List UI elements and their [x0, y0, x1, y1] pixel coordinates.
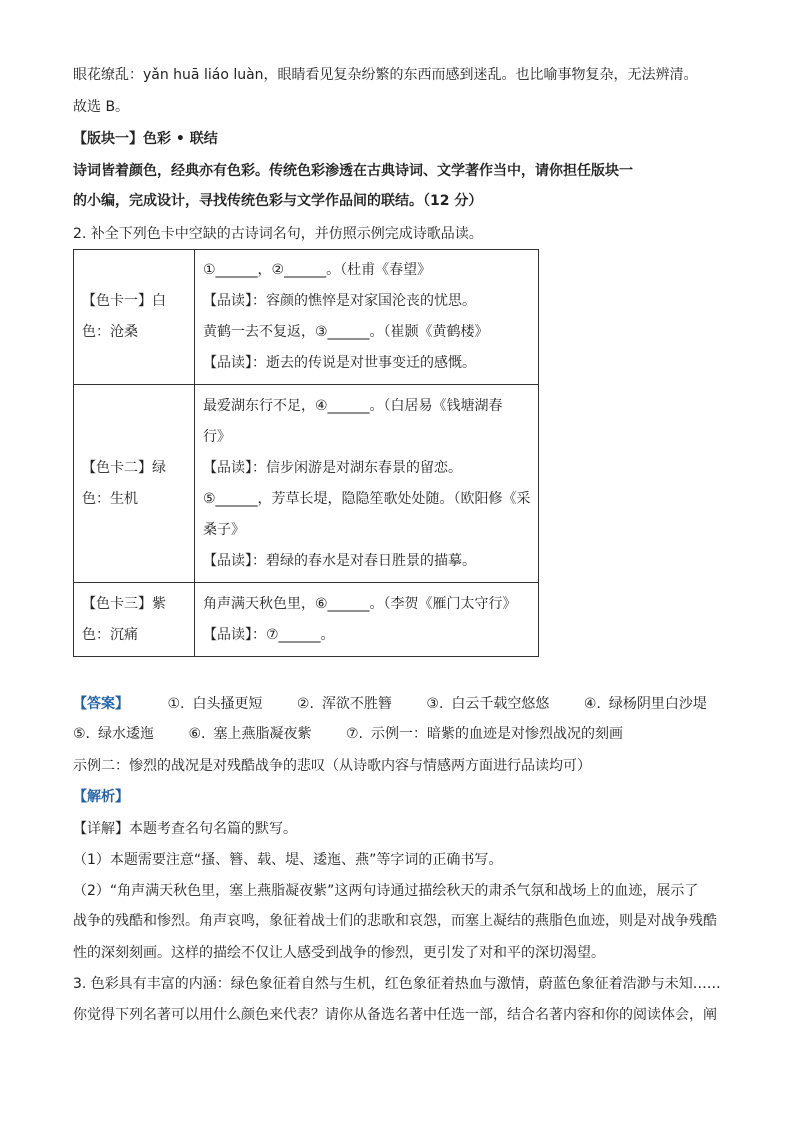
answer-item: ④. 绿杨阴里白沙堤 — [583, 696, 707, 712]
intro-line-1: 眼花缭乱：yǎn huā liáo luàn，眼睛看见复杂纷繁的东西而感到迷乱。也比喻事物复杂，无法辨清。 — [73, 67, 698, 83]
answer-example-2: 示例二：惨烈的战况是对残酷战争的悲叹（从诗歌内容与情感两方面进行品读均可） — [73, 758, 591, 774]
card-content-cell — [195, 583, 539, 657]
section-desc-1: 诗词皆着颜色，经典亦有色彩。传统色彩渗透在古典诗词、文学著作当中，请你担任版块一 — [73, 163, 633, 179]
analysis-point-1: （1）本题需要注意“搔、簪、载、堤、逶迤、燕”等字词的正确书写。 — [73, 852, 503, 868]
section-desc-2: 的小编，完成设计，寻找传统色彩与文学作品间的联结。（12 分） — [73, 193, 483, 209]
analysis-tag: 【解析】 — [73, 789, 129, 805]
color-card-row — [74, 583, 539, 657]
card-label-line: 【色卡二】绿 — [82, 459, 166, 476]
card-content-line: 最爱湖东行不足，④______。（白居易《钱塘湖春 — [203, 397, 503, 414]
card-content-cell — [195, 385, 539, 583]
analysis-point-2-line-1: （2）“角声满天秋色里，塞上燕脂凝夜紫”这两句诗通过描绘秋天的肃杀气氛和战场上的血迹，展示了 — [73, 883, 699, 899]
color-card-table — [73, 249, 539, 657]
color-card-row — [74, 250, 539, 385]
intro-line-2: 故选 B。 — [73, 99, 130, 115]
question-3-line-1: 3. 色彩具有丰富的内涵：绿色象征着自然与生机，红色象征着热血与激情，蔚蓝色象征着浩渺与未知…… — [73, 976, 721, 992]
question-2-stem: 2. 补全下列色卡中空缺的古诗词名句，并仿照示例完成诗歌品读。 — [73, 226, 483, 242]
card-content-line: 【品读】：信步闲游是对湖东春景的留恋。 — [203, 459, 462, 476]
analysis-point-2-line-2: 战争的残酷和惨烈。角声哀鸣，象征着战士们的悲歌和哀怨，而塞上凝结的燕脂色血迹，则是对战争残酷 — [73, 913, 717, 929]
card-content-cell — [195, 250, 539, 385]
card-label-line: 【色卡三】紫 — [82, 595, 166, 612]
card-content-line: 行》 — [203, 428, 231, 445]
card-content-line: 桑子》 — [203, 521, 245, 538]
card-content-line: 【品读】：碧绿的春水是对春日胜景的描摹。 — [203, 552, 476, 569]
card-label-line: 色：沧桑 — [82, 324, 138, 340]
answer-item: ②. 浑欲不胜簪 — [296, 696, 392, 712]
card-content-line: 【品读】：逝去的传说是对世事变迁的感慨。 — [203, 355, 476, 371]
answer-item: ⑤. 绿水逶迤 — [73, 726, 155, 742]
card-label-line: 色：沉痛 — [82, 626, 138, 643]
card-label-cell — [74, 583, 195, 657]
card-content-line: 角声满天秋色里，⑥______。（李贺《雁门太守行》 — [203, 595, 517, 612]
card-content-line: 【品读】：⑦______。 — [203, 626, 335, 643]
card-label-cell — [74, 385, 195, 583]
card-label-line: 【色卡一】白 — [82, 293, 166, 309]
card-content-line: 黄鹤一去不复返，③______。（崔颢《黄鹤楼》 — [203, 324, 489, 340]
section-heading: 【版块一】色彩 • 联结 — [73, 131, 218, 147]
question-3-line-2: 你觉得下列名著可以用什么颜色来代表？请你从备选名著中任选一部，结合名著内容和你的阅读体会，阐 — [73, 1007, 717, 1023]
answer-item: ①. 白头搔更短 — [167, 696, 263, 712]
answer-item: ③. 白云千载空悠悠 — [426, 696, 550, 712]
card-content-line: 【品读】：容颜的憔悴是对家国沦丧的忧思。 — [203, 293, 476, 309]
card-content-line: ①______，②______。（杜甫《春望》 — [203, 262, 432, 278]
card-label-line: 色：生机 — [82, 490, 138, 507]
answer-item: ⑥. 塞上燕脂凝夜紫 — [188, 726, 312, 742]
analysis-point-2-line-3: 性的深刻刻画。这样的描绘不仅让人感受到战争的惨烈，更引发了对和平的深切渴望。 — [73, 945, 605, 961]
answer-row-2 — [73, 723, 623, 745]
color-card-row — [74, 385, 539, 583]
answer-row-1 — [73, 693, 707, 715]
analysis-detail: 【详解】本题考查名句名篇的默写。 — [73, 821, 297, 837]
answer-item: ⑦. 示例一：暗紫的血迹是对惨烈战况的刻画 — [345, 726, 623, 742]
card-content-line: ⑤______，芳草长堤，隐隐笙歌处处随。（欧阳修《采 — [203, 490, 531, 507]
card-label-cell — [74, 250, 195, 385]
answer-tag: 【答案】 — [73, 696, 129, 712]
